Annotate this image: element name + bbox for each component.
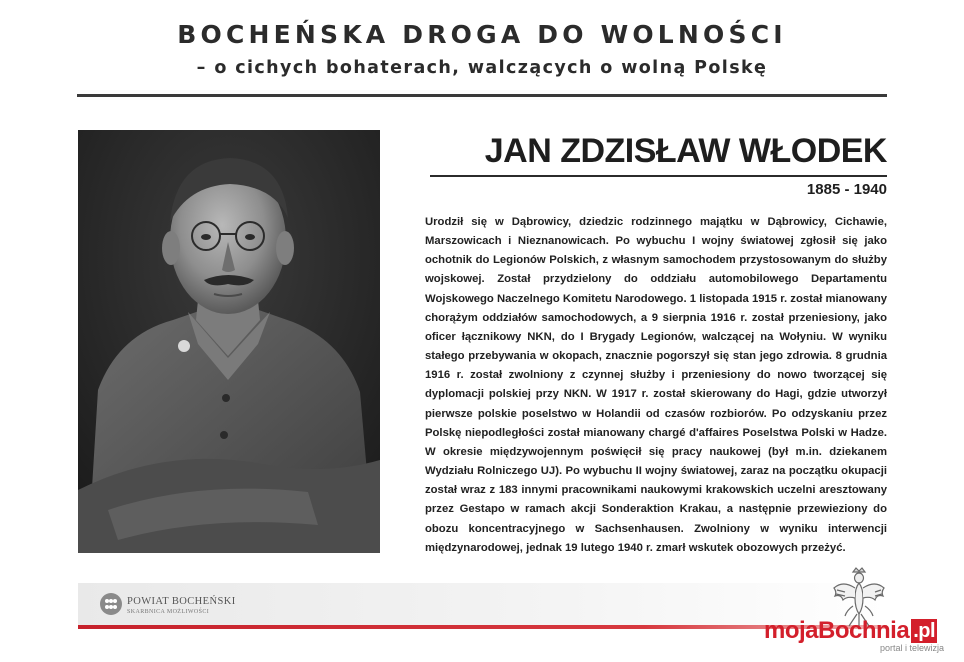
header-divider [77, 94, 887, 97]
portrait-photo [78, 130, 380, 553]
powiat-logo-icon [99, 592, 123, 616]
brand-moja: moja [764, 617, 819, 644]
mojabochnia-logo [764, 617, 937, 645]
person-name: JAN ZDZISŁAW WŁODEK [484, 132, 887, 170]
person-biography: Urodził się w Dąbrowicy, dziedzic rodzinnego majątku w Dąbrowicy, Cichawie, Marszowicach i Nieznanowicach. Po wybuchu I wojny światowej zgłosił się jako ochotnik do Legionów Polskich, z własnym samochodem przystosowanym do służby wojskowej. Został przydzielony do oddziału automobilowego Departamentu Wojskowego Naczelnego Komitetu Narodowego. 1 listopada 1915 r. został mianowany chorążym oddziałów samochodowych, a 9 sierpnia 1916 r. został przeniesiony, jako oficer łącznikowy NKN, do I Brygady Legionów, walczącej na Wołyniu. W wyniku stałego przebywania w okopach, znacznie pogorszył się stan jego zdrowia. 8 grudnia 1916 r. został zwolniony z czynnej służby i przeniesiony do nowo tworzącej się dyplomacji polskiej przy NKN. W 1917 r. został skierowany do Hagi, gdzie utworzył pierwsze polskie poselstwo w Holandii od czasów rozbiorów. Po odzyskaniu przez Polskę niepodległości został mianowany chargé d'affaires Poselstwa Polski w Hadze. W okresie międzywojennym poświęcił się pracy naukowej (był m.in. dziekanem Wydziału Rolniczego UJ). Po wybuchu II wojny światowej, zaraz na początku okupacji został wraz z 183 innymi pracownikami naukowymi krakowskich uczelni aresztowany przez Gestapo w ramach akcji Sonderaktion Krakau, a następnie przewieziony do obozu koncentracyjnego w Sachsenhausen. Zwolniony w wyniku interwencji międzynarodowej, jednak 19 lutego 1940 r. zmarł wskutek obozowych przeżyć. [425, 216, 887, 554]
brand-tagline: portal i telewizja [879, 643, 944, 653]
name-divider [430, 175, 887, 177]
brand-bochnia: Bochnia [818, 617, 910, 644]
powiat-name: POWIAT BOCHEŃSKI [127, 596, 236, 607]
poster-title: BOCHEŃSKA DROGA DO WOLNOŚCI [177, 20, 787, 49]
person-years: 1885 - 1940 [806, 181, 887, 198]
powiat-tagline: SKARBNICA MOŻLIWOŚCI [127, 609, 210, 615]
brand-pl: .pl [913, 620, 936, 642]
poster-subtitle: – o cichych bohaterach, walczących o wolną Polskę [196, 58, 768, 78]
